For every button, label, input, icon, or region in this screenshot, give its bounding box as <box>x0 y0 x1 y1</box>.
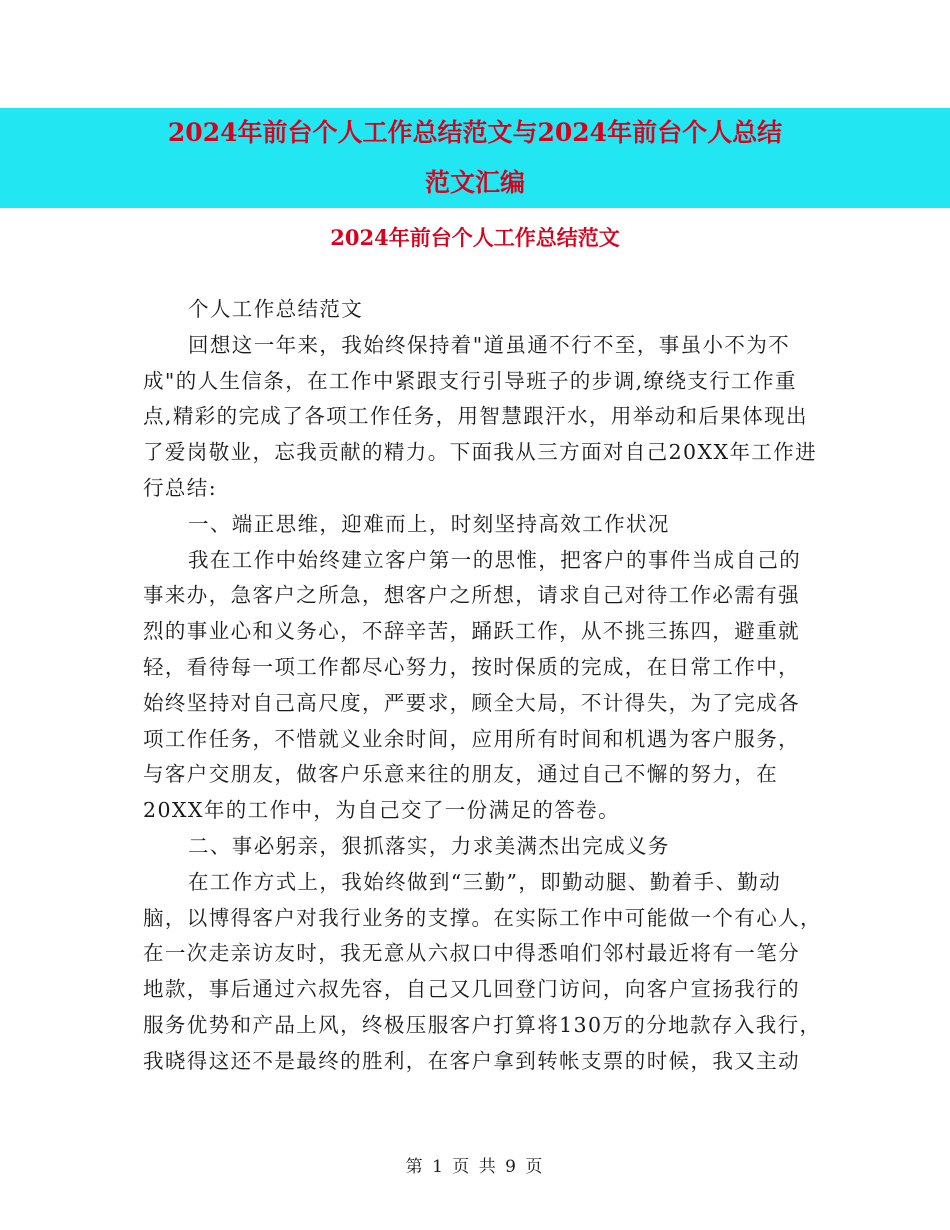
title-line-2: 范文汇编 <box>424 168 525 197</box>
page-footer: 第 1 页 共 9 页 <box>405 1157 545 1177</box>
text-line: 脑，以博得客户对我行业务的支撑。在实际工作中可能做一个有心人， <box>143 905 822 930</box>
text-line: 我在工作中始终建立客户第一的思惟，把客户的事件当成自己的 <box>188 547 802 572</box>
text-line: 点,精彩的完成了各项工作任务，用智慧跟汗水，用举动和后果体现出 <box>143 404 808 429</box>
title-line-1: 2024年前台个人工作总结范文与2024年前台个人总结 <box>167 118 783 147</box>
text-line: 了爱岗敬业，忘我贡献的精力。下面我从三方面对自己20XX年工作进 <box>143 440 818 465</box>
text-line: 项工作任务，不惜就义业余时间，应用所有时间和机遇为客户服务， <box>143 726 800 751</box>
text-line: 服务优势和产品上风，终极压服客户打算将130万的分地款存入我行， <box>143 1012 822 1037</box>
text-line: 始终坚持对自己高尺度，严要求，顾全大局，不计得失，为了完成各 <box>143 690 800 715</box>
document-title <box>0 108 950 208</box>
text-line: 烈的事业心和义务心，不辞辛苦，踊跃工作，从不挑三拣四，避重就 <box>143 619 800 644</box>
text-line: 行总结: <box>143 475 218 500</box>
text-line: 二、事必躬亲，狠抓落实，力求美满杰出完成义务 <box>188 833 670 858</box>
text-line: 回想这一年来，我始终保持着"道虽通不行不至，事虽小不为不 <box>188 332 791 357</box>
text-line: 与客户交朋友，做客户乐意来往的朋友，通过自己不懈的努力，在 <box>143 762 779 787</box>
text-line: 在一次走亲访友时，我无意从六叔口中得悉咱们邻村最近将有一笔分 <box>143 941 800 966</box>
text-line: 一、端正思维，迎难而上，时刻坚持高效工作状况 <box>188 511 670 536</box>
text-line: 成"的人生信条，在工作中紧跟支行引导班子的步调,缭绕支行工作重 <box>143 368 797 393</box>
text-line: 地款，事后通过六叔先容，自己又几回登门访问，向客户宣扬我行的 <box>143 977 800 1002</box>
text-line: 事来办，急客户之所急，想客户之所想，请求自己对待工作必需有强 <box>143 583 800 608</box>
section-heading: 2024年前台个人工作总结范文 <box>330 225 620 250</box>
document-body <box>143 292 822 1080</box>
text-line: 20XX年的工作中，为自己交了一份满足的答卷。 <box>143 798 620 823</box>
text-line: 我晓得这还不是最终的胜利，在客户拿到转帐支票的时候，我又主动 <box>143 1048 800 1073</box>
text-line: 轻，看待每一项工作都尽心努力，按时保质的完成，在日常工作中， <box>143 654 800 679</box>
text-line: 个人工作总结范文 <box>188 297 364 321</box>
text-line: 在工作方式上，我始终做到“三勤”，即勤动腿、勤着手、勤动 <box>188 869 782 894</box>
